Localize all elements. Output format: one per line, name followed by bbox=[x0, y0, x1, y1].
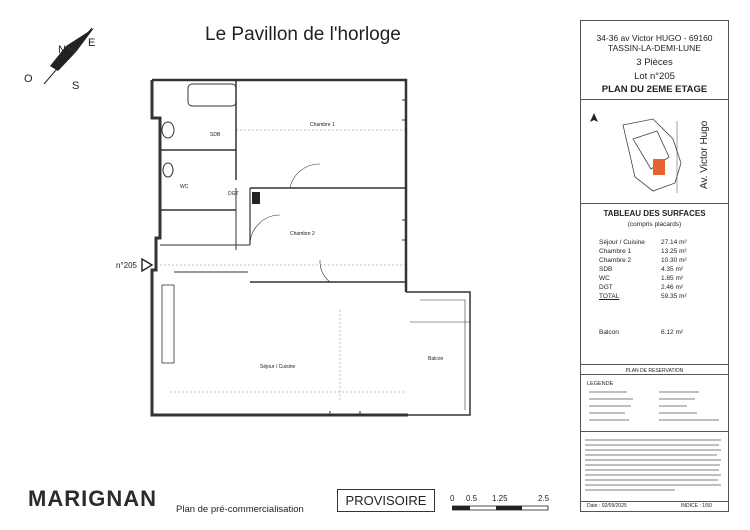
balcon-row: Balcon 6.12 m² bbox=[599, 329, 684, 336]
pieces: 3 Pièces bbox=[636, 57, 673, 68]
legend-title: LEGENDE bbox=[587, 381, 614, 387]
compass-south: S bbox=[72, 80, 80, 92]
reservation-title: PLAN DE RESERVATION bbox=[625, 368, 684, 374]
room-balcon: Balcon bbox=[428, 356, 444, 362]
lot-ref-label: n°205 bbox=[116, 261, 137, 270]
provisoire-stamp: PROVISOIRE bbox=[337, 489, 435, 512]
plan-label: Plan de pré-commercialisation bbox=[176, 504, 304, 515]
address-line1: 34-36 av Victor HUGO - 69160 bbox=[596, 33, 713, 43]
compass-west: O bbox=[24, 73, 33, 85]
surface-row: Séjour / Cuisine 27.14 m² bbox=[599, 239, 687, 246]
street-label: Av. Victor Hugo bbox=[699, 120, 710, 189]
surface-row: DGT 2.46 m² bbox=[599, 284, 684, 291]
page-title: Le Pavillon de l'horloge bbox=[205, 24, 401, 45]
compass-north: N bbox=[58, 44, 66, 56]
footer-date: Date : 02/09/2025 bbox=[587, 503, 627, 509]
room-chambre2: Chambre 2 bbox=[290, 231, 315, 237]
surface-row: Chambre 1 13.25 m² bbox=[599, 248, 687, 255]
gaine-icon bbox=[252, 192, 260, 204]
compass-east: E bbox=[88, 37, 96, 49]
disclaimer-text bbox=[585, 437, 725, 495]
entrance-arrow-icon bbox=[140, 258, 154, 272]
surface-row: WC 1.85 m² bbox=[599, 275, 684, 282]
info-panel bbox=[580, 20, 729, 512]
scale-0: 0 bbox=[450, 494, 455, 503]
surface-total-row: TOTAL 59.35 m² bbox=[599, 293, 687, 300]
room-chambre1: Chambre 1 bbox=[310, 122, 335, 128]
surface-row: SDB 4.35 m² bbox=[599, 266, 684, 273]
marignan-logo: MARIGNAN bbox=[28, 486, 157, 511]
room-sdb: SDB bbox=[210, 132, 221, 138]
plan-title: PLAN DU 2EME ETAGE bbox=[601, 84, 708, 95]
legend-lines bbox=[587, 389, 723, 425]
scale-125: 1.25 bbox=[492, 494, 508, 503]
scale-25: 2.5 bbox=[538, 494, 550, 503]
north-arrow-icon bbox=[589, 113, 599, 123]
table-subtitle: (compris placards) bbox=[627, 221, 682, 228]
footer-indice: INDICE : 1/50 bbox=[681, 503, 712, 509]
divider bbox=[581, 203, 728, 204]
scale-bar bbox=[450, 494, 560, 516]
address-line2: TASSIN-LA-DEMI-LUNE bbox=[608, 43, 701, 53]
divider bbox=[581, 99, 728, 100]
room-wc: WC bbox=[180, 184, 189, 190]
table-title: TABLEAU DES SURFACES bbox=[603, 209, 706, 218]
room-dgt: DGT bbox=[228, 191, 239, 197]
surface-row: Chambre 2 10.30 m² bbox=[599, 257, 687, 264]
apartment-highlight bbox=[653, 159, 665, 175]
divider bbox=[581, 501, 728, 502]
compass bbox=[14, 16, 114, 96]
scale-05: 0.5 bbox=[466, 494, 478, 503]
floor-plan bbox=[140, 70, 490, 430]
divider bbox=[581, 364, 728, 365]
scale-ruler bbox=[452, 505, 552, 513]
divider bbox=[581, 431, 728, 432]
site-map bbox=[617, 111, 727, 201]
divider bbox=[581, 374, 728, 375]
lot-ref-marker bbox=[116, 261, 137, 270]
room-sejour: Séjour / Cuisine bbox=[260, 364, 296, 370]
lot-number: Lot n°205 bbox=[634, 71, 675, 82]
